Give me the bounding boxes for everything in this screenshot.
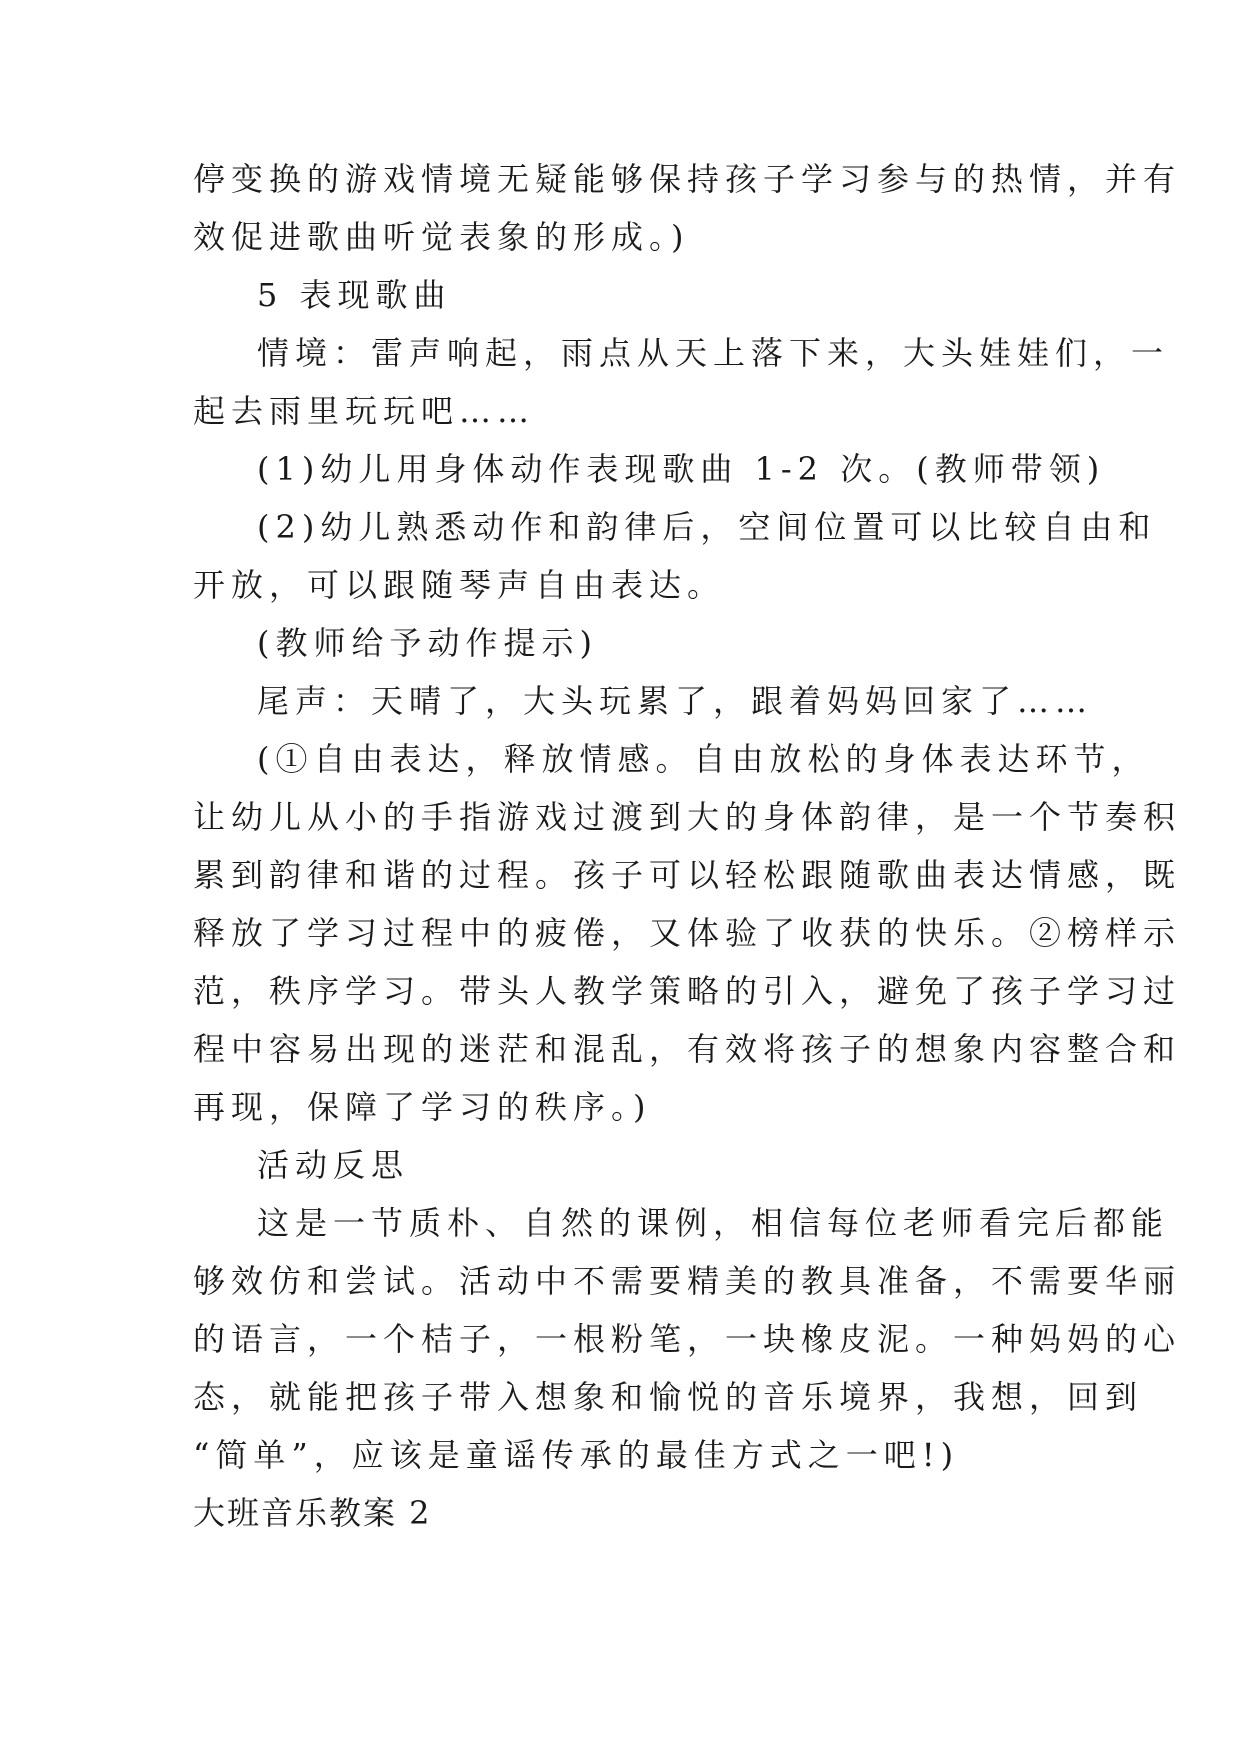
document-page [193,150,1182,1542]
text-line-7: (2)幼儿熟悉动作和韵律后，空间位置可以比较自由和 [257,508,1157,546]
text-line-5: 起去雨里玩玩吧…… [193,392,536,430]
text-line-6: (1)幼儿用身体动作表现歌曲 1-2 次。(教师带领) [257,450,1106,488]
subsection-title-reflection: 活动反思 [257,1146,410,1184]
text-line-17: 再现，保障了学习的秩序。) [193,1088,652,1126]
text-line-20: 够效仿和尝试。活动中不需要精美的教具准备，不需要华丽 [193,1262,1182,1300]
text-line-9: (教师给予动作提示) [257,624,598,662]
text-line-21: 的语言，一个桔子，一根粉笔，一块橡皮泥。一种妈妈的心 [193,1320,1182,1358]
text-line-15: 范，秩序学习。带头人教学策略的引入，避免了孩子学习过 [193,972,1182,1010]
text-line-11: (①自由表达，释放情感。自由放松的身体表达环节， [257,740,1150,778]
section-heading: 大班音乐教案 2 [193,1494,432,1532]
text-line-10: 尾声：天晴了，大头玩累了，跟着妈妈回家了…… [257,682,1094,720]
text-line-23: “简单”，应该是童谣传承的最佳方式之一吧!) [193,1436,960,1474]
subsection-title-perform-song: 5 表现歌曲 [257,276,452,314]
text-line-16: 程中容易出现的迷茫和混乱，有效将孩子的想象内容整合和 [193,1030,1182,1068]
text-line-1: 停变换的游戏情境无疑能够保持孩子学习参与的热情，并有 [193,160,1182,198]
text-line-12: 让幼儿从小的手指游戏过渡到大的身体韵律，是一个节奏积 [193,798,1182,836]
text-line-14: 释放了学习过程中的疲倦，又体验了收获的快乐。②榜样示 [193,914,1182,952]
text-line-2: 效促进歌曲听觉表象的形成。) [193,218,690,256]
text-line-8: 开放，可以跟随琴声自由表达。 [193,566,726,604]
text-line-13: 累到韵律和谐的过程。孩子可以轻松跟随歌曲表达情感，既 [193,856,1182,894]
text-line-19: 这是一节质朴、自然的课例，相信每位老师看完后都能 [257,1204,1170,1242]
text-line-4: 情境：雷声响起，雨点从天上落下来，大头娃娃们，一 [257,334,1170,372]
text-line-22: 态，就能把孩子带入想象和愉悦的音乐境界，我想，回到 [193,1378,1144,1416]
